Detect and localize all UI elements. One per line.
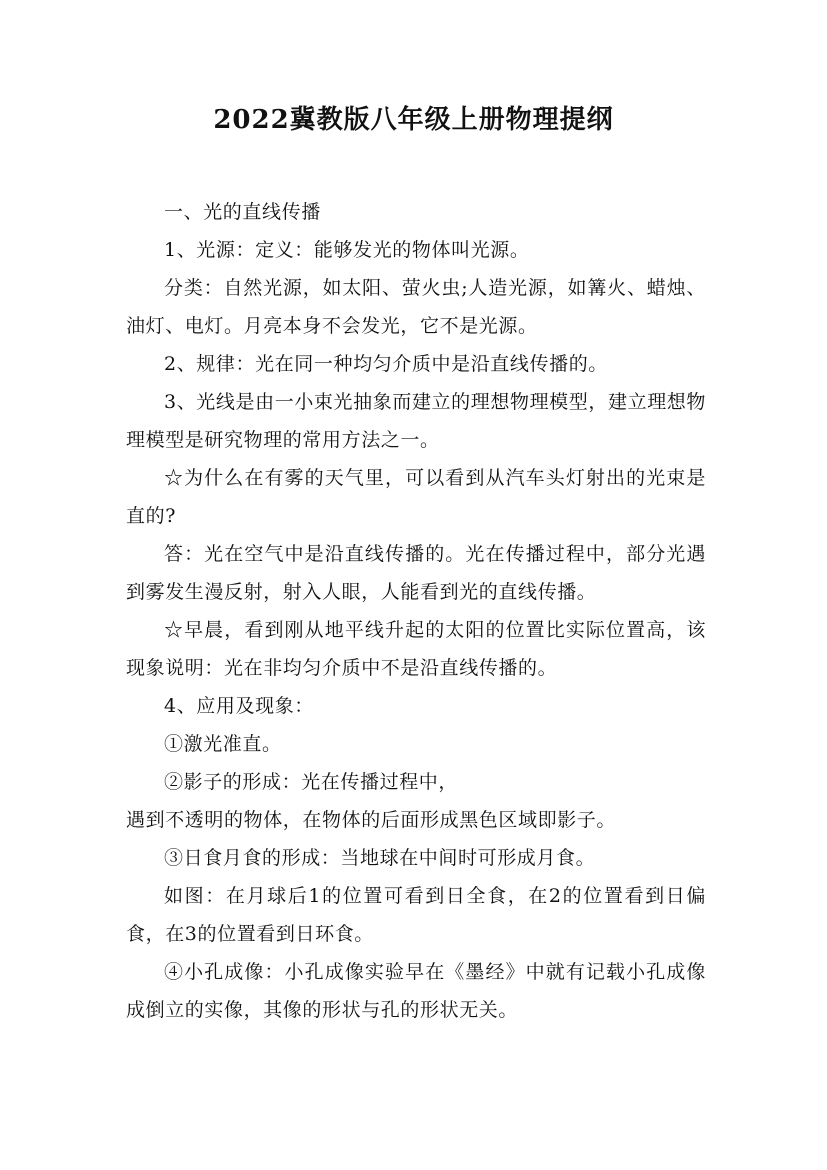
paragraph: ③日食月食的形成：当地球在中间时可形成月食。 (164, 847, 596, 869)
paragraph: ④小孔成像：小孔成像实验早在《墨经》中就有记载小孔成像成倒立的实像，其像的形状与孔的形状无关。 (126, 961, 706, 1021)
paragraph: ☆早晨，看到刚从地平线升起的太阳的位置比实际位置高，该现象说明：光在非均匀介质中不是沿直线传播的。 (126, 619, 706, 679)
paragraph: 1、光源：定义：能够发光的物体叫光源。 (164, 239, 530, 261)
document-body (126, 193, 706, 1029)
paragraph: ☆为什么在有雾的天气里，可以看到从汽车头灯射出的光束是直的? (126, 467, 706, 527)
paragraph: 如图：在月球后1的位置可看到日全食，在2的位置看到日偏食，在3的位置看到日环食。 (126, 885, 706, 945)
paragraph: ①激光准直。 (164, 733, 282, 755)
paragraph: 4、应用及现象： (164, 695, 314, 717)
page-title: 2022冀教版八年级上册物理提纲 (213, 105, 614, 135)
paragraph: 3、光线是由一小束光抽象而建立的理想物理模型，建立理想物理模型是研究物理的常用方法之一。 (126, 391, 706, 451)
paragraph: ②影子的形成：光在传播过程中， (164, 771, 459, 793)
paragraph: 遇到不透明的物体，在物体的后面形成黑色区域即影子。 (126, 809, 617, 831)
paragraph: 2、规律：光在同一种均匀介质中是沿直线传播的。 (164, 353, 608, 375)
paragraph: 答：光在空气中是沿直线传播的。光在传播过程中，部分光遇到雾发生漫反射，射入人眼，人能看到光的直线传播。 (126, 543, 706, 603)
paragraph: 一、光的直线传播 (164, 201, 321, 223)
paragraph: 分类：自然光源，如太阳、萤火虫;人造光源，如篝火、蜡烛、油灯、电灯。月亮本身不会发光，它不是光源。 (126, 277, 706, 337)
